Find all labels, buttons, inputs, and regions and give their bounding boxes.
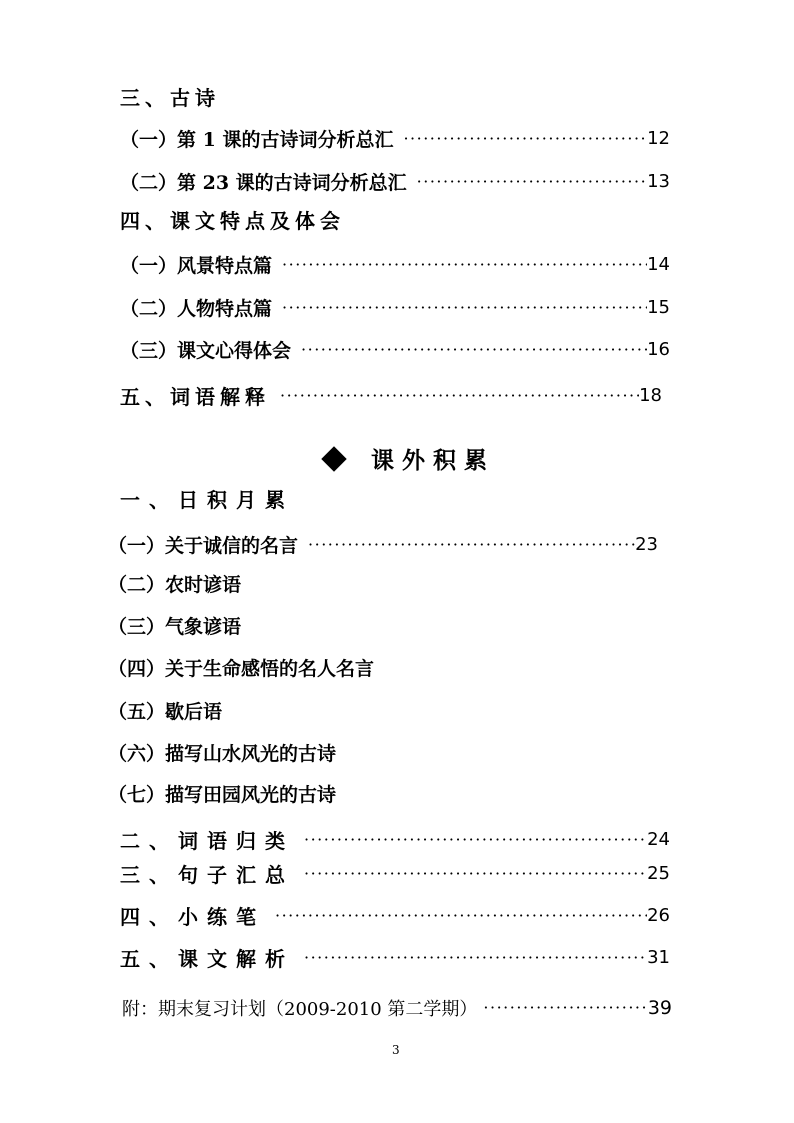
diamond-bullet-icon (321, 446, 346, 471)
toc-entry-label: （三）气象谚语 (108, 616, 242, 638)
toc-entry[interactable] (120, 859, 670, 888)
toc-entry-label: （六）描写山水风光的古诗 (108, 743, 337, 765)
toc-entry-label: （四）关于生命感悟的名人名言 (108, 658, 375, 680)
toc-entry-label: 附：期末复习计划（2009-2010 第二学期） (122, 999, 478, 1020)
extra-heading (325, 442, 495, 475)
leader-dots (272, 300, 647, 316)
leader-dots (477, 1000, 647, 1016)
toc-entry-label: （三）课文心得体会 (120, 340, 292, 362)
extra-heading-title: 课外积累 (371, 447, 495, 474)
toc-entry-page: 15 (647, 297, 670, 318)
toc-entry[interactable] (120, 381, 662, 410)
page-number: 3 (392, 1043, 400, 1057)
toc-entry-label: 三、句子汇总 (120, 863, 294, 887)
toc-entry-page: 12 (647, 128, 670, 149)
toc-entry[interactable] (120, 943, 670, 972)
toc-entry-page: 18 (639, 385, 662, 406)
toc-entry[interactable] (120, 336, 670, 363)
toc-entry-label: （二）人物特点篇 (120, 298, 273, 320)
toc-entry[interactable] (108, 780, 336, 807)
toc-entry[interactable] (108, 654, 374, 681)
toc-entry-page: 39 (647, 997, 672, 1019)
leader-dots (393, 131, 647, 147)
toc-entry-page: 13 (647, 171, 670, 192)
section-heading (120, 205, 345, 234)
leader-dots (294, 950, 647, 966)
section-heading (120, 82, 220, 111)
toc-entry-page: 16 (647, 339, 670, 360)
section-title: 一、日积月累 (120, 488, 294, 512)
toc-entry[interactable] (120, 825, 670, 854)
leader-dots (294, 832, 647, 848)
toc-entry[interactable] (108, 531, 658, 558)
section-title: 四、课文特点及体会 (120, 209, 345, 233)
toc-entry-appendix[interactable] (122, 995, 672, 1021)
toc-entry-label: （二）农时谚语 (108, 574, 242, 596)
leader-dots (294, 866, 647, 882)
toc-entry[interactable] (120, 168, 670, 195)
toc-entry-page: 31 (647, 947, 670, 968)
toc-entry-label: 二、词语归类 (120, 829, 294, 853)
leader-dots (298, 537, 635, 553)
toc-entry[interactable] (120, 125, 670, 152)
toc-entry[interactable] (108, 739, 336, 766)
leader-dots (291, 342, 647, 358)
toc-entry[interactable] (108, 612, 241, 639)
toc-entry[interactable] (120, 251, 670, 278)
toc-entry-label: （五）歇后语 (108, 701, 223, 723)
toc-entry-label: （一）关于诚信的名言 (108, 535, 299, 557)
toc-entry-label: （一）第 1 课的古诗词分析总汇 (120, 129, 394, 151)
toc-entry-label: 四、小练笔 (120, 905, 265, 929)
toc-entry[interactable] (108, 570, 241, 597)
leader-dots (270, 388, 639, 404)
toc-entry-page: 14 (647, 254, 670, 275)
leader-dots (407, 174, 647, 190)
leader-dots (272, 257, 647, 273)
toc-entry-label: （七）描写田园风光的古诗 (108, 784, 337, 806)
section-title: 三、古诗 (120, 86, 220, 110)
leader-dots (265, 908, 647, 924)
toc-entry-label: （二）第 23 课的古诗词分析总汇 (120, 172, 407, 194)
toc-entry-page: 24 (647, 829, 670, 850)
toc-entry-page: 23 (635, 534, 658, 555)
toc-entry-page: 25 (647, 863, 670, 884)
toc-entry-label: 五、词语解释 (120, 385, 270, 409)
toc-entry[interactable] (120, 294, 670, 321)
toc-entry-page: 26 (647, 905, 670, 926)
toc-entry-label: （一）风景特点篇 (120, 255, 273, 277)
toc-entry[interactable] (108, 697, 222, 724)
section-heading (120, 484, 294, 513)
toc-entry-label: 五、课文解析 (120, 947, 294, 971)
toc-entry[interactable] (120, 901, 670, 930)
